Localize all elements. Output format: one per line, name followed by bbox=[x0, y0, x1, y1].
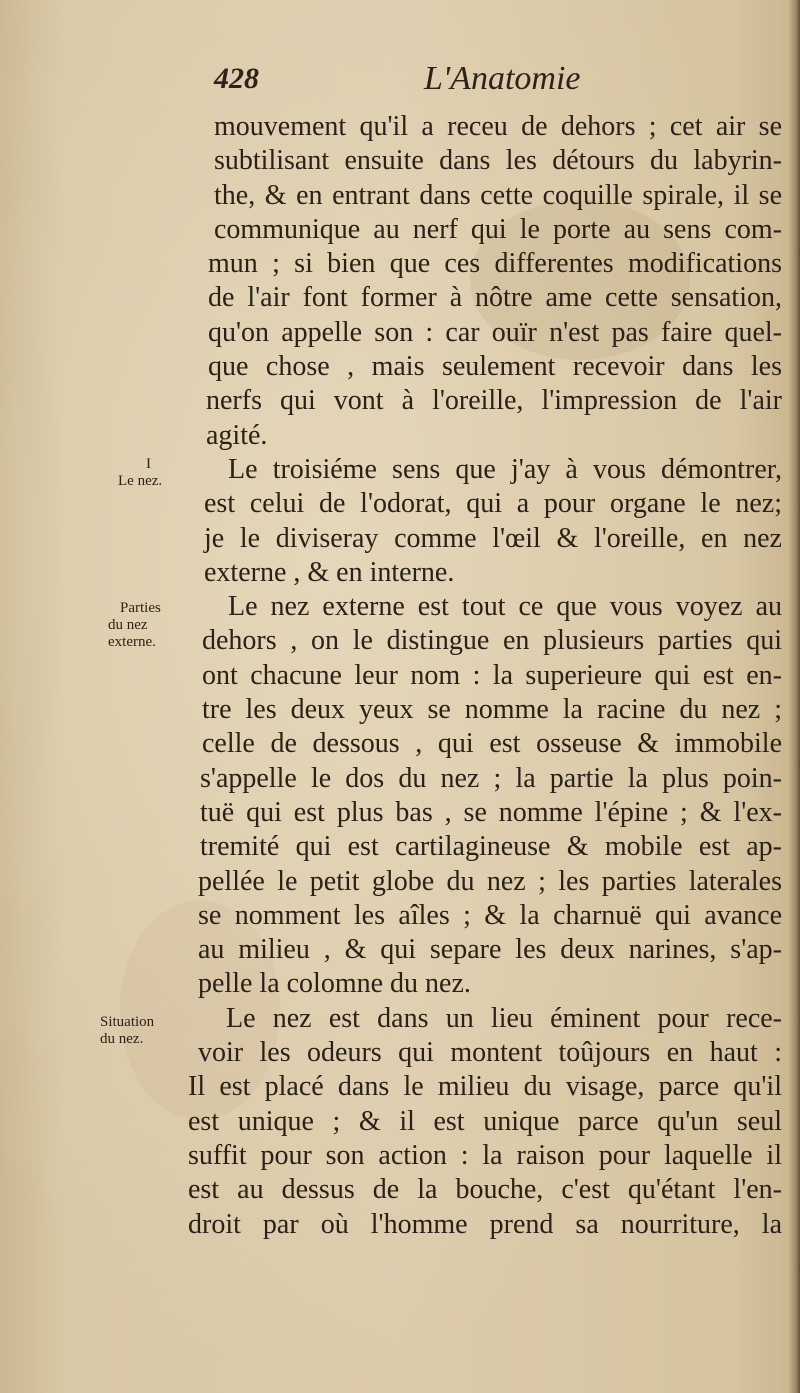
text-line: tuë qui est plus bas , se nomme l'épine ; & l'ex- bbox=[200, 796, 782, 828]
text-line: the, & en entrant dans cette coquille spirale, il se bbox=[214, 179, 782, 211]
text-line: pellée le petit globe du nez ; les parties laterales bbox=[198, 865, 782, 897]
text-line: celle de dessous , qui est osseuse & immobile bbox=[202, 728, 782, 760]
text-line: agité. bbox=[206, 419, 268, 451]
margin-note-line: I bbox=[146, 456, 151, 472]
text-line: ont chacune leur nom : la superieure qui est en- bbox=[202, 659, 782, 691]
margin-note-line: du nez bbox=[108, 617, 148, 633]
body-text bbox=[188, 110, 782, 1242]
page-edge-shadow bbox=[788, 0, 800, 1393]
paragraph-start-line: Le nez est dans un lieu éminent pour rece- bbox=[226, 1002, 782, 1034]
running-title: L'Anatomie bbox=[424, 60, 581, 97]
text-line: se nomment les aîles ; & la charnuë qui avance bbox=[198, 899, 782, 931]
text-line: de l'air font former à nôtre ame cette sensation, bbox=[208, 282, 782, 314]
text-line: mun ; si bien que ces differentes modifications bbox=[208, 248, 782, 280]
text-line: externe , & en interne. bbox=[204, 556, 455, 588]
margin-note-parties-du-nez-externe bbox=[108, 600, 208, 651]
text-line: au milieu , & qui separe les deux narines, s'ap- bbox=[198, 934, 782, 966]
page-number: 428 bbox=[214, 62, 259, 95]
paragraph-start-line: Le nez externe est tout ce que vous voyez au bbox=[228, 591, 782, 623]
text-line: tre les deux yeux se nomme la racine du nez ; bbox=[202, 694, 782, 726]
text-line: qu'on appelle son : car ouïr n'est pas faire quel- bbox=[208, 316, 782, 348]
margin-note-line: Situation bbox=[100, 1014, 155, 1030]
text-line: est celui de l'odorat, qui a pour organe le nez; bbox=[204, 488, 782, 520]
text-line: nerfs qui vont à l'oreille, l'impression de l'air bbox=[206, 385, 782, 417]
margin-note-line: Parties bbox=[120, 600, 161, 616]
text-line: dehors , on le distingue en plusieurs parties qui bbox=[202, 625, 782, 657]
text-line: Il est placé dans le milieu du visage, parce qu'il bbox=[188, 1071, 782, 1103]
text-line: s'appelle le dos du nez ; la partie la plus poin- bbox=[200, 762, 782, 794]
paragraph-start-line: Le troisiéme sens que j'ay à vous démontrer, bbox=[228, 453, 782, 485]
text-line: droit par où l'homme prend sa nourriture, la bbox=[188, 1208, 782, 1240]
text-line: voir les odeurs qui montent toûjours en haut : bbox=[198, 1037, 782, 1069]
text-line: que chose , mais seulement recevoir dans les bbox=[208, 351, 782, 383]
text-line: communique au nerf qui le porte au sens com- bbox=[214, 213, 782, 245]
text-line: mouvement qu'il a receu de dehors ; cet air se bbox=[214, 111, 782, 142]
text-line: est unique ; & il est unique parce qu'un seul bbox=[188, 1105, 782, 1137]
margin-note-situation-du-nez bbox=[100, 1014, 200, 1048]
margin-note-line: du nez. bbox=[100, 1031, 144, 1047]
text-line: je le diviseray comme l'œil & l'oreille, en nez bbox=[204, 522, 782, 554]
text-line: subtilisant ensuite dans les détours du labyrin- bbox=[214, 145, 782, 177]
text-line: est au dessus de la bouche, c'est qu'étant l'en- bbox=[188, 1174, 782, 1206]
margin-note-line: Le nez. bbox=[118, 473, 163, 489]
margin-note-line: externe. bbox=[108, 634, 156, 650]
text-line: tremité qui est cartilagineuse & mobile est ap- bbox=[200, 831, 782, 863]
text-line: suffit pour son action : la raison pour laquelle il bbox=[188, 1139, 782, 1171]
text-line: pelle la colomne du nez. bbox=[198, 968, 471, 1000]
